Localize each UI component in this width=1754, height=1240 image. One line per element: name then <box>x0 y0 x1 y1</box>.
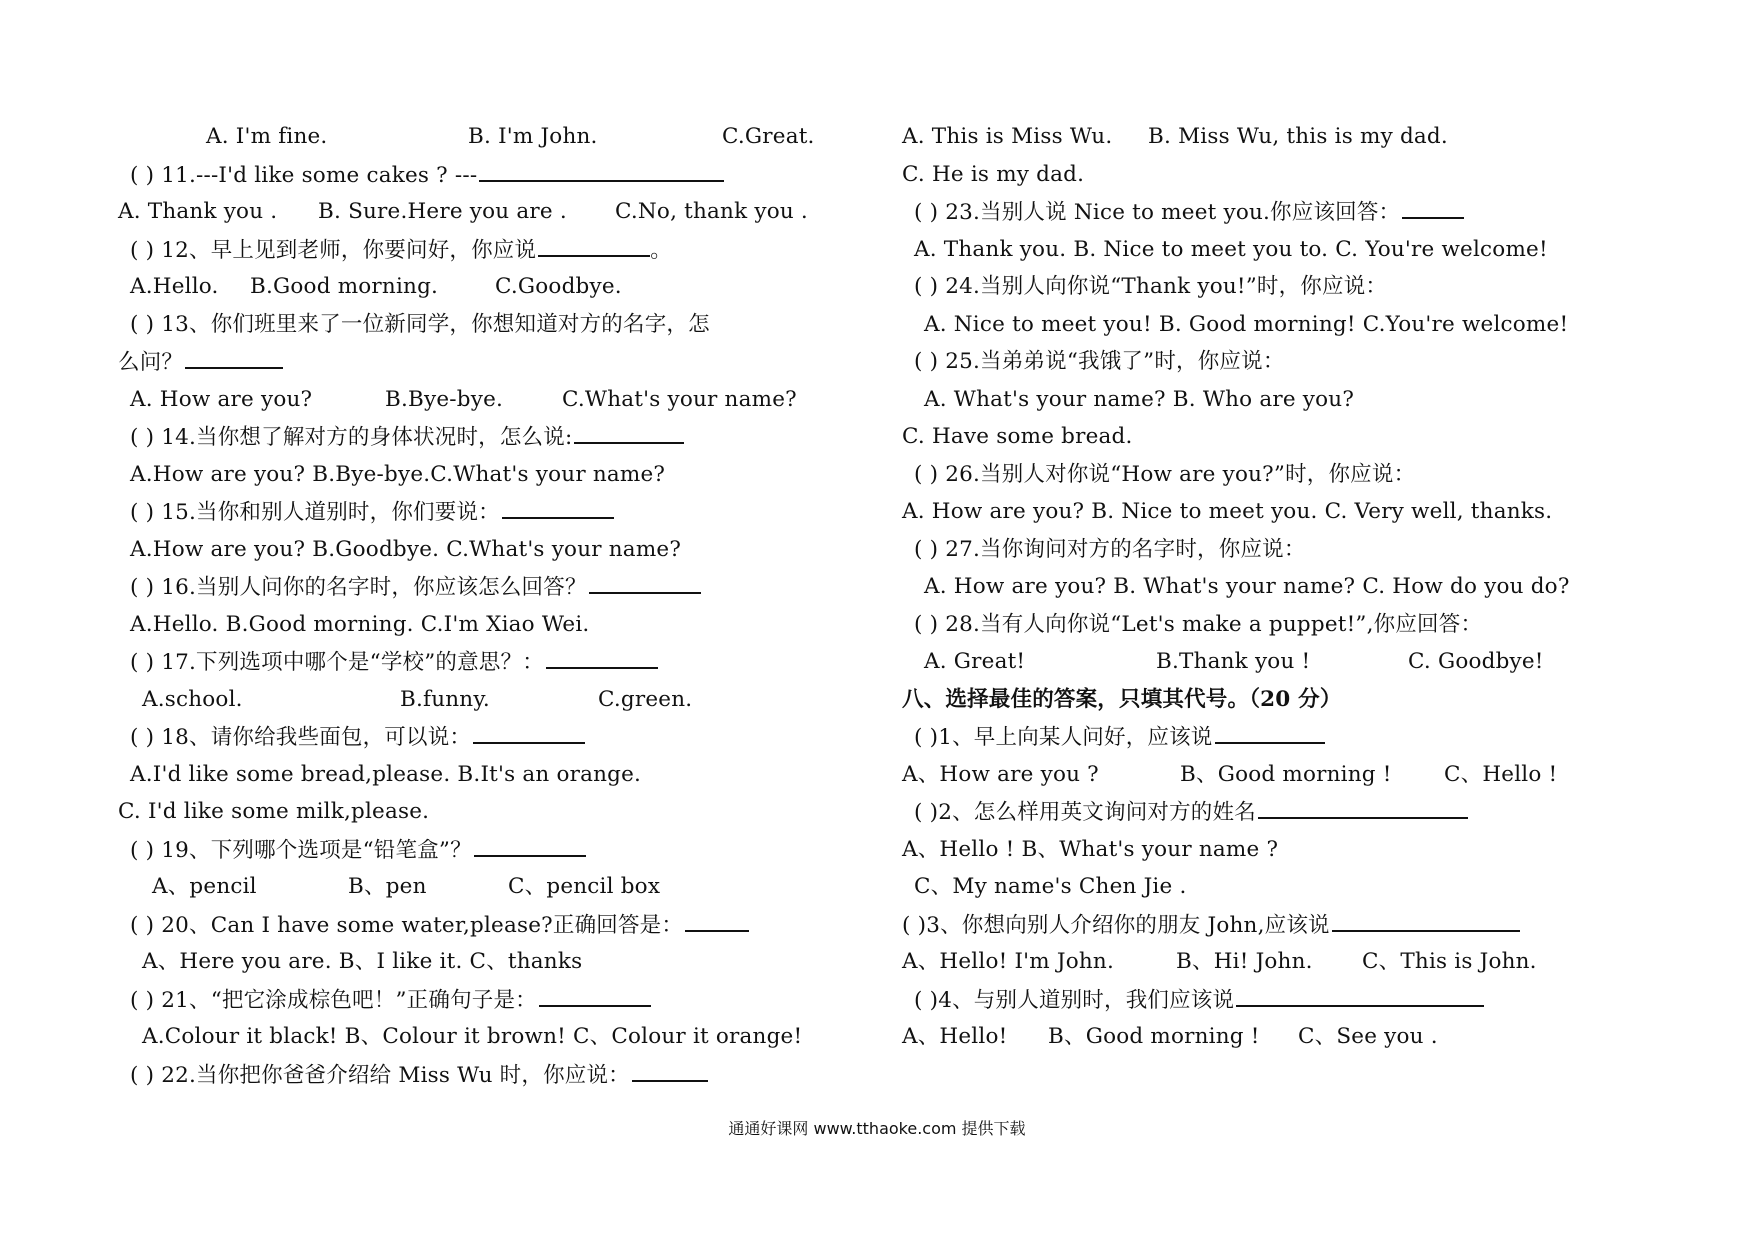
question-line <box>118 531 863 569</box>
question-line <box>118 493 863 531</box>
line-text: A. Nice to meet you! B. Good morning! C.You're welcome! <box>924 311 1569 337</box>
line-text: ( ) 25.当弟弟说“我饿了”时，你应说： <box>914 349 1285 374</box>
line-text: ( ) 17.下列选项中哪个是“学校”的意思？： <box>130 650 544 675</box>
line-text: A.Hello. <box>130 274 219 299</box>
question-line <box>118 1018 863 1056</box>
line-text: A、Hello! <box>902 1024 1008 1049</box>
line-text: B、pen <box>348 874 427 899</box>
line-text: 么问？ <box>118 350 184 375</box>
answer-blank[interactable] <box>546 643 658 669</box>
answer-blank[interactable] <box>574 418 684 444</box>
line-text: B.funny. <box>400 686 490 712</box>
line-text: B.Good morning. <box>250 274 439 299</box>
question-line <box>118 418 863 456</box>
question-line <box>902 343 1644 381</box>
line-text: ( ) 13、你们班里来了一位新同学，你想知道对方的名字，怎 <box>130 311 710 337</box>
line-text: A、Hello! I'm John. <box>902 949 1114 974</box>
line-text: B、Good morning ! <box>1180 761 1392 787</box>
left-column <box>118 118 863 1093</box>
line-text: C、My name's Chen Jie . <box>914 874 1187 899</box>
line-text: A.I'd like some bread,please. B.It's an orange. <box>130 761 642 787</box>
answer-blank[interactable] <box>538 231 650 257</box>
line-text: A.Hello. B.Good morning. C.I'm Xiao Wei. <box>130 611 590 637</box>
question-line <box>118 643 863 681</box>
question-line <box>902 193 1644 231</box>
line-text: ( ) 26.当别人对你说“How are you?”时，你应说： <box>914 461 1416 487</box>
question-line <box>118 306 863 344</box>
line-text: ( ) 27.当你询问对方的名字时，你应说： <box>914 536 1306 562</box>
question-line <box>118 231 863 269</box>
line-text: A. Great! <box>924 649 1026 674</box>
line-text: C.No, thank you . <box>615 199 808 224</box>
question-line <box>902 981 1644 1019</box>
line-text: ( ) 16.当别人问你的名字时，你应该怎么回答？ <box>130 575 587 600</box>
line-text: ( ) 24.当别人向你说“Thank you!”时，你应说： <box>914 274 1388 299</box>
question-line <box>902 268 1644 306</box>
line-text: A. I'm fine. <box>206 124 328 149</box>
question-line <box>118 718 863 756</box>
question-line <box>118 568 863 606</box>
line-text: B. I'm John. <box>468 124 598 149</box>
line-text: ( ) 28.当有人向你说“Let's make a puppet!”,你应回答： <box>914 611 1483 637</box>
line-text: A. Thank you. B. Nice to meet you to. C. You're welcome! <box>914 236 1548 262</box>
question-line <box>902 531 1644 569</box>
answer-blank[interactable] <box>589 568 701 594</box>
answer-blank[interactable] <box>185 343 283 369</box>
line-text: ( ) 12、早上见到老师，你要问好，你应说 <box>130 237 537 263</box>
question-line <box>902 606 1644 644</box>
question-line <box>902 418 1644 456</box>
line-text: C.Goodbye. <box>495 274 622 299</box>
line-text: A. This is Miss Wu. <box>902 124 1113 149</box>
question-line <box>902 756 1644 794</box>
question-line <box>902 1018 1644 1056</box>
line-text: A. How are you? <box>130 386 313 412</box>
answer-blank[interactable] <box>1215 718 1325 744</box>
right-column <box>902 118 1644 1056</box>
line-text: ( ) 14.当你想了解对方的身体状况时，怎么说: <box>130 425 573 450</box>
line-text: B.Thank you ! <box>1156 649 1311 674</box>
line-text: A.How are you? B.Goodbye. C.What's your name? <box>130 536 682 562</box>
answer-blank[interactable] <box>479 156 724 182</box>
line-text: A. How are you? B. Nice to meet you. C. Very well, thanks. <box>902 499 1553 524</box>
question-line <box>902 793 1644 831</box>
answer-blank[interactable] <box>1332 906 1520 932</box>
question-line <box>118 906 863 944</box>
question-line <box>902 681 1644 719</box>
question-line <box>902 831 1644 869</box>
answer-blank[interactable] <box>473 718 585 744</box>
answer-blank[interactable] <box>1402 193 1464 219</box>
answer-blank[interactable] <box>685 906 749 932</box>
answer-blank[interactable] <box>539 981 651 1007</box>
question-line <box>902 493 1644 531</box>
line-text: C.green. <box>598 686 693 712</box>
line-text: B.Bye-bye. <box>385 386 504 412</box>
line-text: ( ) 21、“把它涂成棕色吧！”正确句子是： <box>130 987 537 1013</box>
answer-blank[interactable] <box>632 1056 708 1082</box>
question-line <box>118 381 863 419</box>
answer-blank[interactable] <box>1236 981 1484 1007</box>
line-text: C、pencil box <box>508 874 661 899</box>
answer-blank[interactable] <box>502 493 614 519</box>
line-text: B、Hi! John. <box>1176 949 1313 974</box>
question-line <box>118 606 863 644</box>
question-line <box>902 868 1644 906</box>
question-line <box>118 831 863 869</box>
question-line <box>118 943 863 981</box>
line-text: ( ) 22.当你把你爸爸介绍给 Miss Wu 时，你应说： <box>130 1062 630 1088</box>
question-line <box>902 118 1644 156</box>
line-text: C.What's your name? <box>562 386 797 412</box>
question-line <box>118 868 863 906</box>
question-line <box>902 381 1644 419</box>
line-text: ( ) 15.当你和别人道别时，你们要说： <box>130 500 500 525</box>
question-line <box>902 943 1644 981</box>
line-text: C、This is John. <box>1362 949 1537 974</box>
question-line <box>902 156 1644 194</box>
line-text: 八、选择最佳的答案，只填其代号。（20 分） <box>902 686 1342 712</box>
line-text: ( )1、早上向某人问好，应该说 <box>914 725 1213 750</box>
question-line <box>902 718 1644 756</box>
line-text: C、Hello ! <box>1444 761 1558 787</box>
line-text: B. Sure.Here you are . <box>318 199 567 224</box>
line-text: ( ) 18、请你给我些面包，可以说： <box>130 725 472 750</box>
line-text: A、pencil <box>152 874 257 899</box>
line-text: ( ) 19、下列哪个选项是“铅笔盒”？ <box>130 837 472 863</box>
line-text: ( )4、与别人道别时，我们应该说 <box>914 987 1235 1013</box>
line-text: C.Great. <box>722 124 815 149</box>
question-line <box>118 118 863 156</box>
line-suffix: 。 <box>650 237 672 263</box>
line-text: A.Colour it black! B、Colour it brown! C、Colour it orange! <box>142 1024 803 1049</box>
question-line <box>902 643 1644 681</box>
question-line <box>902 231 1644 269</box>
answer-blank[interactable] <box>474 831 586 857</box>
question-line <box>902 568 1644 606</box>
question-line <box>902 906 1644 944</box>
line-text: C. I'd like some milk,please. <box>118 799 430 824</box>
line-text: C. Goodbye! <box>1408 649 1544 674</box>
question-line <box>118 681 863 719</box>
line-text: B. Miss Wu, this is my dad. <box>1148 124 1448 149</box>
question-line <box>118 981 863 1019</box>
line-text: A、Hello ! B、What's your name ? <box>902 836 1279 862</box>
line-text: A. Thank you . <box>118 199 278 224</box>
question-line <box>118 756 863 794</box>
answer-blank[interactable] <box>1258 793 1468 819</box>
line-text: ( ) 23.当别人说 Nice to meet you.你应该回答： <box>914 200 1401 225</box>
line-text: C. Have some bread. <box>902 424 1133 449</box>
line-text: A、How are you ? <box>902 761 1099 787</box>
line-text: A.How are you? B.Bye-bye.C.What's your name? <box>130 461 666 487</box>
question-line <box>902 306 1644 344</box>
line-text: A.school. <box>142 686 243 712</box>
line-text: A、Here you are. B、I like it. C、thanks <box>142 949 583 974</box>
question-line <box>118 193 863 231</box>
line-text: A. What's your name? B. Who are you? <box>924 386 1355 412</box>
line-text: ( )2、怎么样用英文询问对方的姓名 <box>914 800 1256 825</box>
line-text: ( ) 11.---I'd like some cakes ? --- <box>130 162 478 188</box>
line-text: A. How are you? B. What's your name? C. How do you do? <box>924 574 1570 599</box>
line-text: ( )3、你想向别人介绍你的朋友 John,应该说 <box>902 912 1330 938</box>
question-line <box>118 793 863 831</box>
line-text: C. He is my dad. <box>902 161 1085 187</box>
page-footer: 通通好课网 www.tthaoke.com 提供下载 <box>728 1119 1026 1138</box>
line-text: B、Good morning ! <box>1048 1024 1260 1049</box>
question-line <box>902 456 1644 494</box>
question-line <box>118 343 863 381</box>
question-line <box>118 456 863 494</box>
question-line <box>118 1056 863 1094</box>
line-text: ( ) 20、Can I have some water,please?正确回答是： <box>130 912 684 938</box>
question-line <box>118 156 863 194</box>
line-text: C、See you . <box>1298 1024 1438 1049</box>
question-line <box>118 268 863 306</box>
